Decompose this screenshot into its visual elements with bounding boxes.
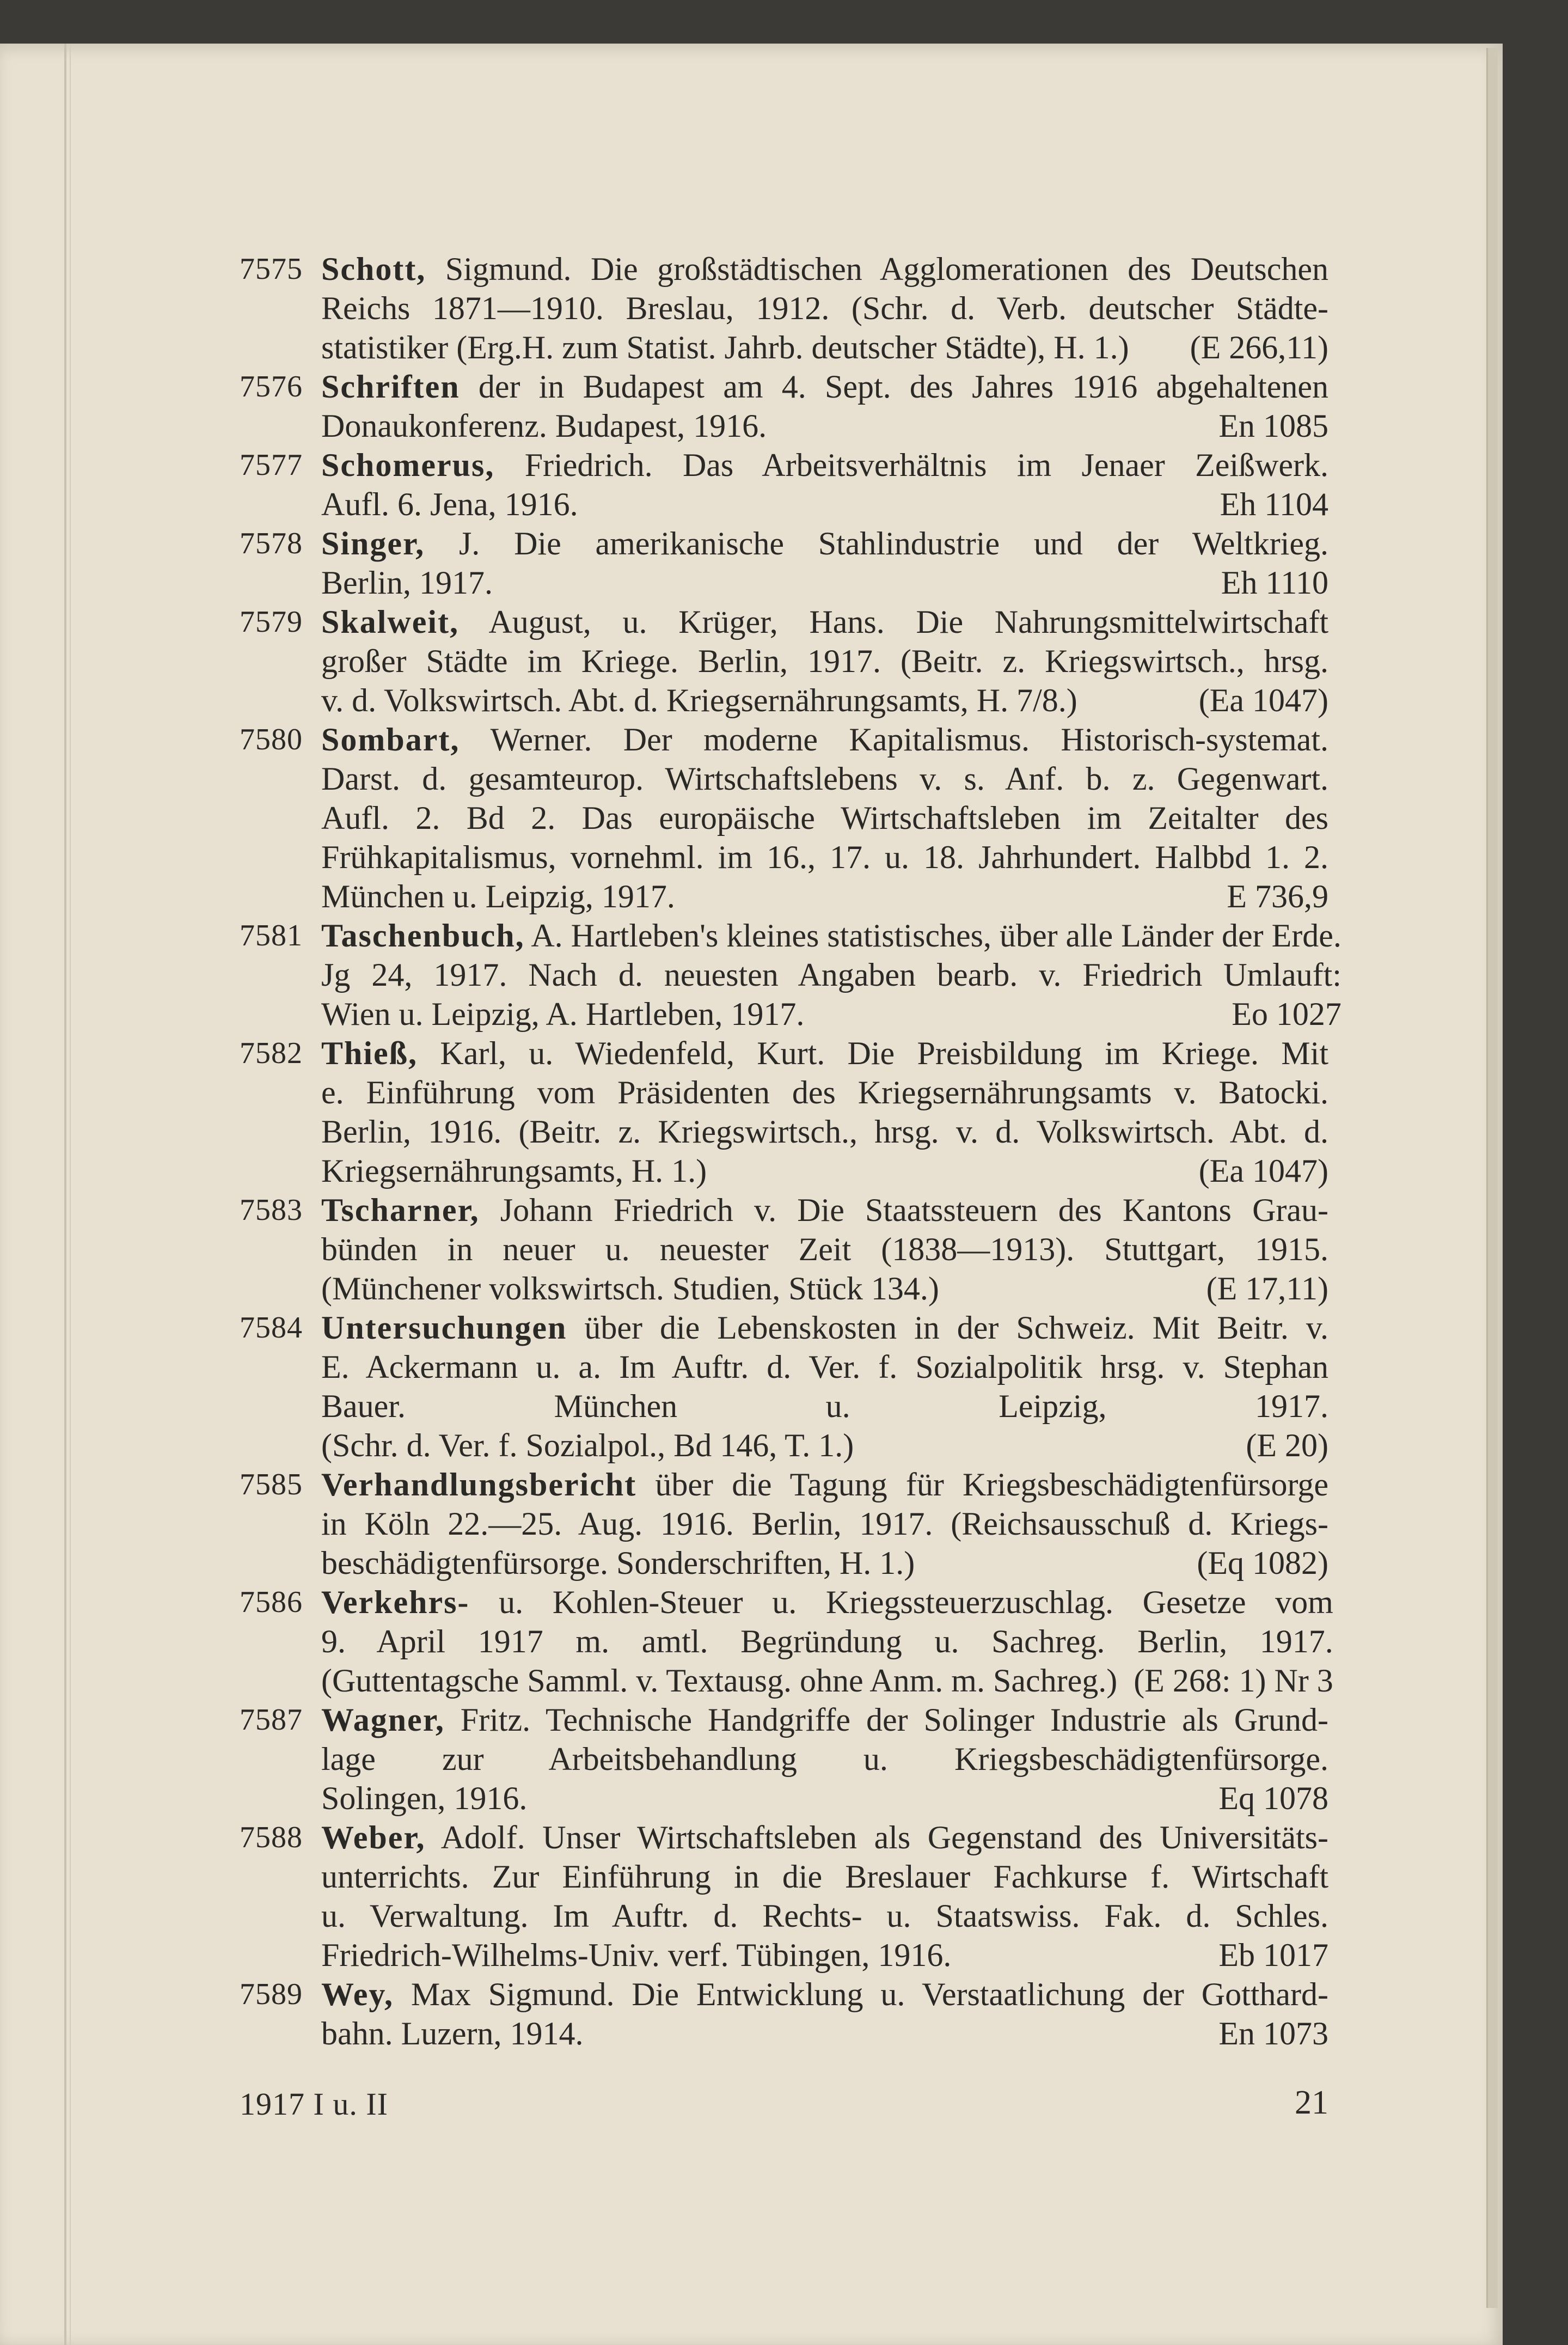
- entry-line: [321, 1857, 1328, 1896]
- bibliography-entry: [240, 1034, 1328, 1190]
- entry-first-line: [321, 1583, 1333, 1622]
- entry-line-text: e. Einführung vom Präsidenten des Kriegsernährungsamts v. Batocki.: [321, 1074, 1328, 1110]
- entry-body: [321, 602, 1328, 720]
- bibliography-entry: [240, 1583, 1333, 1700]
- bibliography-entry: [240, 1700, 1328, 1818]
- bibliography-entry: [240, 524, 1328, 602]
- entry-line-text: beschädigtenfürsorge. Sonderschriften, H. 1.): [321, 1545, 915, 1581]
- entry-first-line: [321, 720, 1328, 759]
- entry-author: Untersuchungen: [321, 1310, 567, 1346]
- entry-line: [321, 406, 1328, 445]
- entry-first-line: [321, 1190, 1328, 1230]
- entry-number: 7582: [240, 1036, 303, 1070]
- entry-line-text: München u. Leipzig, 1917.: [321, 878, 675, 914]
- entry-line: [321, 524, 1328, 563]
- entry-line-text: August, u. Krüger, Hans. Die Nahrungsmittelwirtschaft: [488, 604, 1328, 640]
- entry-line: [321, 563, 1328, 602]
- entry-line: [321, 1426, 1328, 1465]
- entry-line: [321, 994, 1342, 1034]
- shelf-mark: (E 17,11): [1206, 1271, 1328, 1306]
- entry-body: [321, 720, 1328, 916]
- entry-line-text: Reichs 1871—1910. Breslau, 1912. (Schr. d. Verb. deutscher Städte-: [321, 290, 1328, 326]
- entry-line-text: Donaukonferenz. Budapest, 1916.: [321, 408, 767, 444]
- entry-number: 7579: [240, 605, 303, 639]
- bibliography-entry: [240, 916, 1342, 1034]
- entry-line: [321, 759, 1328, 798]
- entry-line: [321, 642, 1328, 681]
- shelf-mark: En 1085: [1218, 408, 1328, 444]
- bibliography-entry: [240, 720, 1328, 916]
- entry-number: 7586: [240, 1585, 303, 1619]
- entry-line: [321, 877, 1328, 916]
- entry-first-line: [321, 367, 1328, 406]
- entry-line: [321, 1269, 1328, 1308]
- entry-line-text: Friedrich. Das Arbeitsverhältnis im Jenaer Zeißwerk.: [524, 447, 1328, 483]
- entry-author: Schriften: [321, 369, 460, 405]
- entry-author: Wey,: [321, 1976, 394, 2012]
- entry-body: [321, 1818, 1328, 1975]
- shelf-mark: (E 268: 1) Nr 3: [1134, 1663, 1333, 1699]
- page-number: 21: [1295, 2084, 1328, 2121]
- entry-line-text: Wien u. Leipzig, A. Hartleben, 1917.: [321, 996, 805, 1032]
- entry-body: [321, 1465, 1328, 1583]
- bibliography-entry: [240, 445, 1328, 524]
- entry-line-text: unterrichts. Zur Einführung in die Breslauer Fachkurse f. Wirtschaft: [321, 1859, 1328, 1895]
- entry-line: [321, 1151, 1328, 1190]
- entry-number: 7585: [240, 1468, 303, 1501]
- shelf-mark: (Eq 1082): [1197, 1545, 1328, 1581]
- entry-first-line: [321, 249, 1328, 289]
- entry-line: [321, 1465, 1328, 1504]
- entry-line: [321, 445, 1328, 485]
- entry-author: Singer,: [321, 526, 425, 561]
- entry-first-line: [321, 1700, 1328, 1739]
- entry-line: [321, 1622, 1333, 1661]
- entry-line-text: Darst. d. gesamteurop. Wirtschaftslebens v. s. Anf. b. z. Gegenwart.: [321, 761, 1328, 797]
- entry-first-line: [321, 1034, 1328, 1073]
- entry-line: [321, 602, 1328, 642]
- bibliography-entry: [240, 367, 1328, 445]
- entry-line: [321, 1190, 1328, 1230]
- entry-body: [321, 1034, 1328, 1190]
- entry-line-text: über die Lebenskosten in der Schweiz. Mit Beitr. v.: [584, 1310, 1329, 1346]
- entry-first-line: [321, 1308, 1328, 1347]
- entry-first-line: [321, 445, 1328, 485]
- entry-line-text: lage zur Arbeitsbehandlung u. Kriegsbeschädigtenfürsorge.: [321, 1741, 1328, 1777]
- entry-body: [321, 1975, 1328, 2053]
- entry-body: [321, 249, 1328, 367]
- entry-line: [321, 1700, 1328, 1739]
- bibliography-list: [240, 249, 1342, 2053]
- shelf-mark: Eh 1104: [1220, 486, 1328, 522]
- entry-author: Sombart,: [321, 722, 460, 758]
- entry-line-text: Bauer. München u. Leipzig, 1917.: [321, 1388, 1328, 1424]
- shelf-mark: (E 20): [1246, 1427, 1328, 1463]
- entry-line: [321, 681, 1328, 720]
- entry-line: [321, 1818, 1328, 1857]
- entry-body: [321, 1700, 1328, 1818]
- shelf-mark: (Ea 1047): [1198, 682, 1328, 718]
- binding-line: [64, 44, 66, 2345]
- entry-line-text: (Guttentagsche Samml. v. Textausg. ohne Anm. m. Sachreg.): [321, 1663, 1118, 1699]
- entry-first-line: [321, 524, 1328, 563]
- shelf-mark: (E 266,11): [1190, 329, 1328, 365]
- bibliography-entry: [240, 1465, 1328, 1583]
- entry-line: [321, 1387, 1328, 1426]
- entry-line: [321, 1739, 1328, 1779]
- entry-line-text: Kriegsernährungsamts, H. 1.): [321, 1153, 707, 1189]
- entry-line-text: Berlin, 1917.: [321, 565, 493, 601]
- entry-body: [321, 916, 1342, 1034]
- entry-author: Wagner,: [321, 1702, 445, 1738]
- bibliography-entry: [240, 1818, 1328, 1975]
- shelf-mark: E 736,9: [1227, 878, 1328, 914]
- entry-line-text: 9. April 1917 m. amtl. Begründung u. Sachreg. Berlin, 1917.: [321, 1623, 1333, 1659]
- entry-line-text: Frühkapitalismus, vornehml. im 16., 17. u. 18. Jahrhundert. Halbbd 1. 2.: [321, 839, 1328, 875]
- entry-line-text: statistiker (Erg.H. zum Statist. Jahrb. deutscher Städte), H. 1.): [321, 329, 1129, 365]
- bibliography-entry: [240, 602, 1328, 720]
- entry-line: [321, 720, 1328, 759]
- entry-first-line: [321, 1818, 1328, 1857]
- entry-number: 7584: [240, 1311, 303, 1345]
- entry-line: [321, 367, 1328, 406]
- entry-line: [321, 249, 1328, 289]
- entry-author: Weber,: [321, 1819, 426, 1855]
- entry-line: [321, 1504, 1328, 1543]
- entry-line: [321, 1583, 1333, 1622]
- entry-line: [321, 485, 1328, 524]
- entry-line: [321, 1779, 1328, 1818]
- entry-body: [321, 1190, 1328, 1308]
- entry-line-text: Johann Friedrich v. Die Staatssteuern des Kantons Grau-: [500, 1192, 1328, 1228]
- entry-author: Thieß,: [321, 1035, 418, 1071]
- entry-line-text: E. Ackermann u. a. Im Auftr. d. Ver. f. Sozialpolitik hrsg. v. Stephan: [321, 1349, 1328, 1385]
- entry-line: [321, 1112, 1328, 1151]
- entry-author: Schomerus,: [321, 447, 495, 483]
- entry-line-text: Karl, u. Wiedenfeld, Kurt. Die Preisbildung im Kriege. Mit: [440, 1035, 1328, 1071]
- entry-line-text: Berlin, 1916. (Beitr. z. Kriegswirtsch., hrsg. v. d. Volkswirtsch. Abt. d.: [321, 1114, 1328, 1150]
- entry-author: Verhandlungsbericht: [321, 1467, 637, 1503]
- entry-line: [321, 916, 1342, 955]
- entry-line-text: u. Verwaltung. Im Auftr. d. Rechts- u. Staatswiss. Fak. d. Schles.: [321, 1898, 1328, 1934]
- entry-line-text: J. Die amerikanische Stahlindustrie und der Weltkrieg.: [458, 526, 1329, 561]
- entry-first-line: [321, 1465, 1328, 1504]
- entry-line-text: Adolf. Unser Wirtschaftsleben als Gegenstand des Universitäts-: [440, 1819, 1328, 1855]
- entry-number: 7588: [240, 1821, 303, 1854]
- entry-line-text: Solingen, 1916.: [321, 1780, 528, 1816]
- entry-line: [321, 1347, 1328, 1387]
- shelf-mark: Eq 1078: [1218, 1780, 1328, 1816]
- entry-line: [321, 289, 1328, 328]
- entry-first-line: [321, 602, 1328, 642]
- entry-line: [321, 1073, 1328, 1112]
- entry-line-text: bünden in neuer u. neuester Zeit (1838—1913). Stuttgart, 1915.: [321, 1231, 1328, 1267]
- entry-line: [321, 838, 1328, 877]
- entry-number: 7580: [240, 723, 303, 756]
- entry-author: Taschenbuch,: [321, 918, 525, 954]
- shelf-mark: Eb 1017: [1218, 1937, 1328, 1973]
- entry-line-text: Fritz. Technische Handgriffe der Solinger Industrie als Grund-: [460, 1702, 1329, 1738]
- entry-line-text: Jg 24, 1917. Nach d. neuesten Angaben bearb. v. Friedrich Umlauft:: [321, 957, 1342, 993]
- entry-line-text: Max Sigmund. Die Entwicklung u. Verstaatlichung der Gotthard-: [411, 1976, 1329, 2012]
- entry-number: 7589: [240, 1977, 303, 2011]
- shelf-mark: Eo 1027: [1232, 996, 1342, 1032]
- entry-line-text: v. d. Volkswirtsch. Abt. d. Kriegsernährungsamts, H. 7/8.): [321, 682, 1077, 718]
- entry-line-text: u. Kohlen-Steuer u. Kriegssteuerzuschlag. Gesetze vom: [499, 1584, 1333, 1620]
- entry-line: [321, 2014, 1328, 2053]
- entry-line-text: (Schr. d. Ver. f. Sozialpol., Bd 146, T. 1.): [321, 1427, 854, 1463]
- entry-line-text: Werner. Der moderne Kapitalismus. Historisch-systemat.: [490, 722, 1328, 758]
- entry-number: 7583: [240, 1193, 303, 1227]
- entry-number: 7575: [240, 252, 303, 286]
- entry-line-text: A. Hartleben's kleines statistisches, über alle Länder der Erde.: [531, 918, 1342, 954]
- entry-first-line: [321, 916, 1342, 955]
- shelf-mark: En 1073: [1218, 2016, 1328, 2051]
- entry-first-line: [321, 1975, 1328, 2014]
- entry-line-text: Friedrich-Wilhelms-Univ. verf. Tübingen, 1916.: [321, 1937, 952, 1973]
- entry-line: [321, 1543, 1328, 1583]
- entry-line: [321, 1935, 1328, 1975]
- bibliography-entry: [240, 1308, 1328, 1465]
- entry-line-text: über die Tagung für Kriegsbeschädigtenfürsorge: [655, 1467, 1328, 1503]
- entry-author: Tscharner,: [321, 1192, 480, 1228]
- entry-line-text: Sigmund. Die großstädtischen Agglomerationen des Deutschen: [445, 251, 1329, 287]
- entry-line-text: großer Städte im Kriege. Berlin, 1917. (Beitr. z. Kriegswirtsch., hrsg.: [321, 643, 1328, 679]
- entry-number: 7577: [240, 448, 303, 482]
- entry-line-text: der in Budapest am 4. Sept. des Jahres 1916 abgehaltenen: [478, 369, 1329, 405]
- entry-author: Skalweit,: [321, 604, 460, 640]
- entry-line: [321, 1034, 1328, 1073]
- entry-number: 7587: [240, 1703, 303, 1737]
- entry-line: [321, 798, 1328, 838]
- footer-volume: 1917 I u. II: [240, 2086, 388, 2122]
- entry-body: [321, 524, 1328, 602]
- entry-body: [321, 1583, 1333, 1700]
- entry-line-text: Aufl. 2. Bd 2. Das europäische Wirtschaftsleben im Zeitalter des: [321, 800, 1328, 836]
- bibliography-entry: [240, 249, 1328, 367]
- bibliography-entry: [240, 1190, 1328, 1308]
- binding-line-inner: [70, 44, 71, 2345]
- entry-line-text: (Münchener volkswirtsch. Studien, Stück 134.): [321, 1271, 939, 1306]
- entry-number: 7581: [240, 919, 303, 952]
- page-edge: [1486, 48, 1498, 2308]
- entry-author: Schott,: [321, 251, 426, 287]
- entry-body: [321, 445, 1328, 524]
- bibliography-entry: [240, 1975, 1328, 2053]
- shelf-mark: (Ea 1047): [1198, 1153, 1328, 1189]
- entry-line-text: in Köln 22.—25. Aug. 1916. Berlin, 1917. (Reichsausschuß d. Kriegs-: [321, 1506, 1328, 1542]
- entry-body: [321, 367, 1328, 445]
- entry-line: [321, 955, 1342, 994]
- entry-number: 7576: [240, 370, 303, 404]
- shelf-mark: Eh 1110: [1221, 565, 1328, 601]
- entry-line-text: bahn. Luzern, 1914.: [321, 2016, 584, 2051]
- entry-line: [321, 1975, 1328, 2014]
- entry-line: [321, 1661, 1333, 1700]
- entry-number: 7578: [240, 527, 303, 560]
- entry-author: Verkehrs-: [321, 1584, 470, 1620]
- entry-line: [321, 1308, 1328, 1347]
- entry-line: [321, 328, 1328, 367]
- entry-body: [321, 1308, 1328, 1465]
- entry-line: [321, 1230, 1328, 1269]
- entry-line-text: Aufl. 6. Jena, 1916.: [321, 486, 578, 522]
- entry-line: [321, 1896, 1328, 1935]
